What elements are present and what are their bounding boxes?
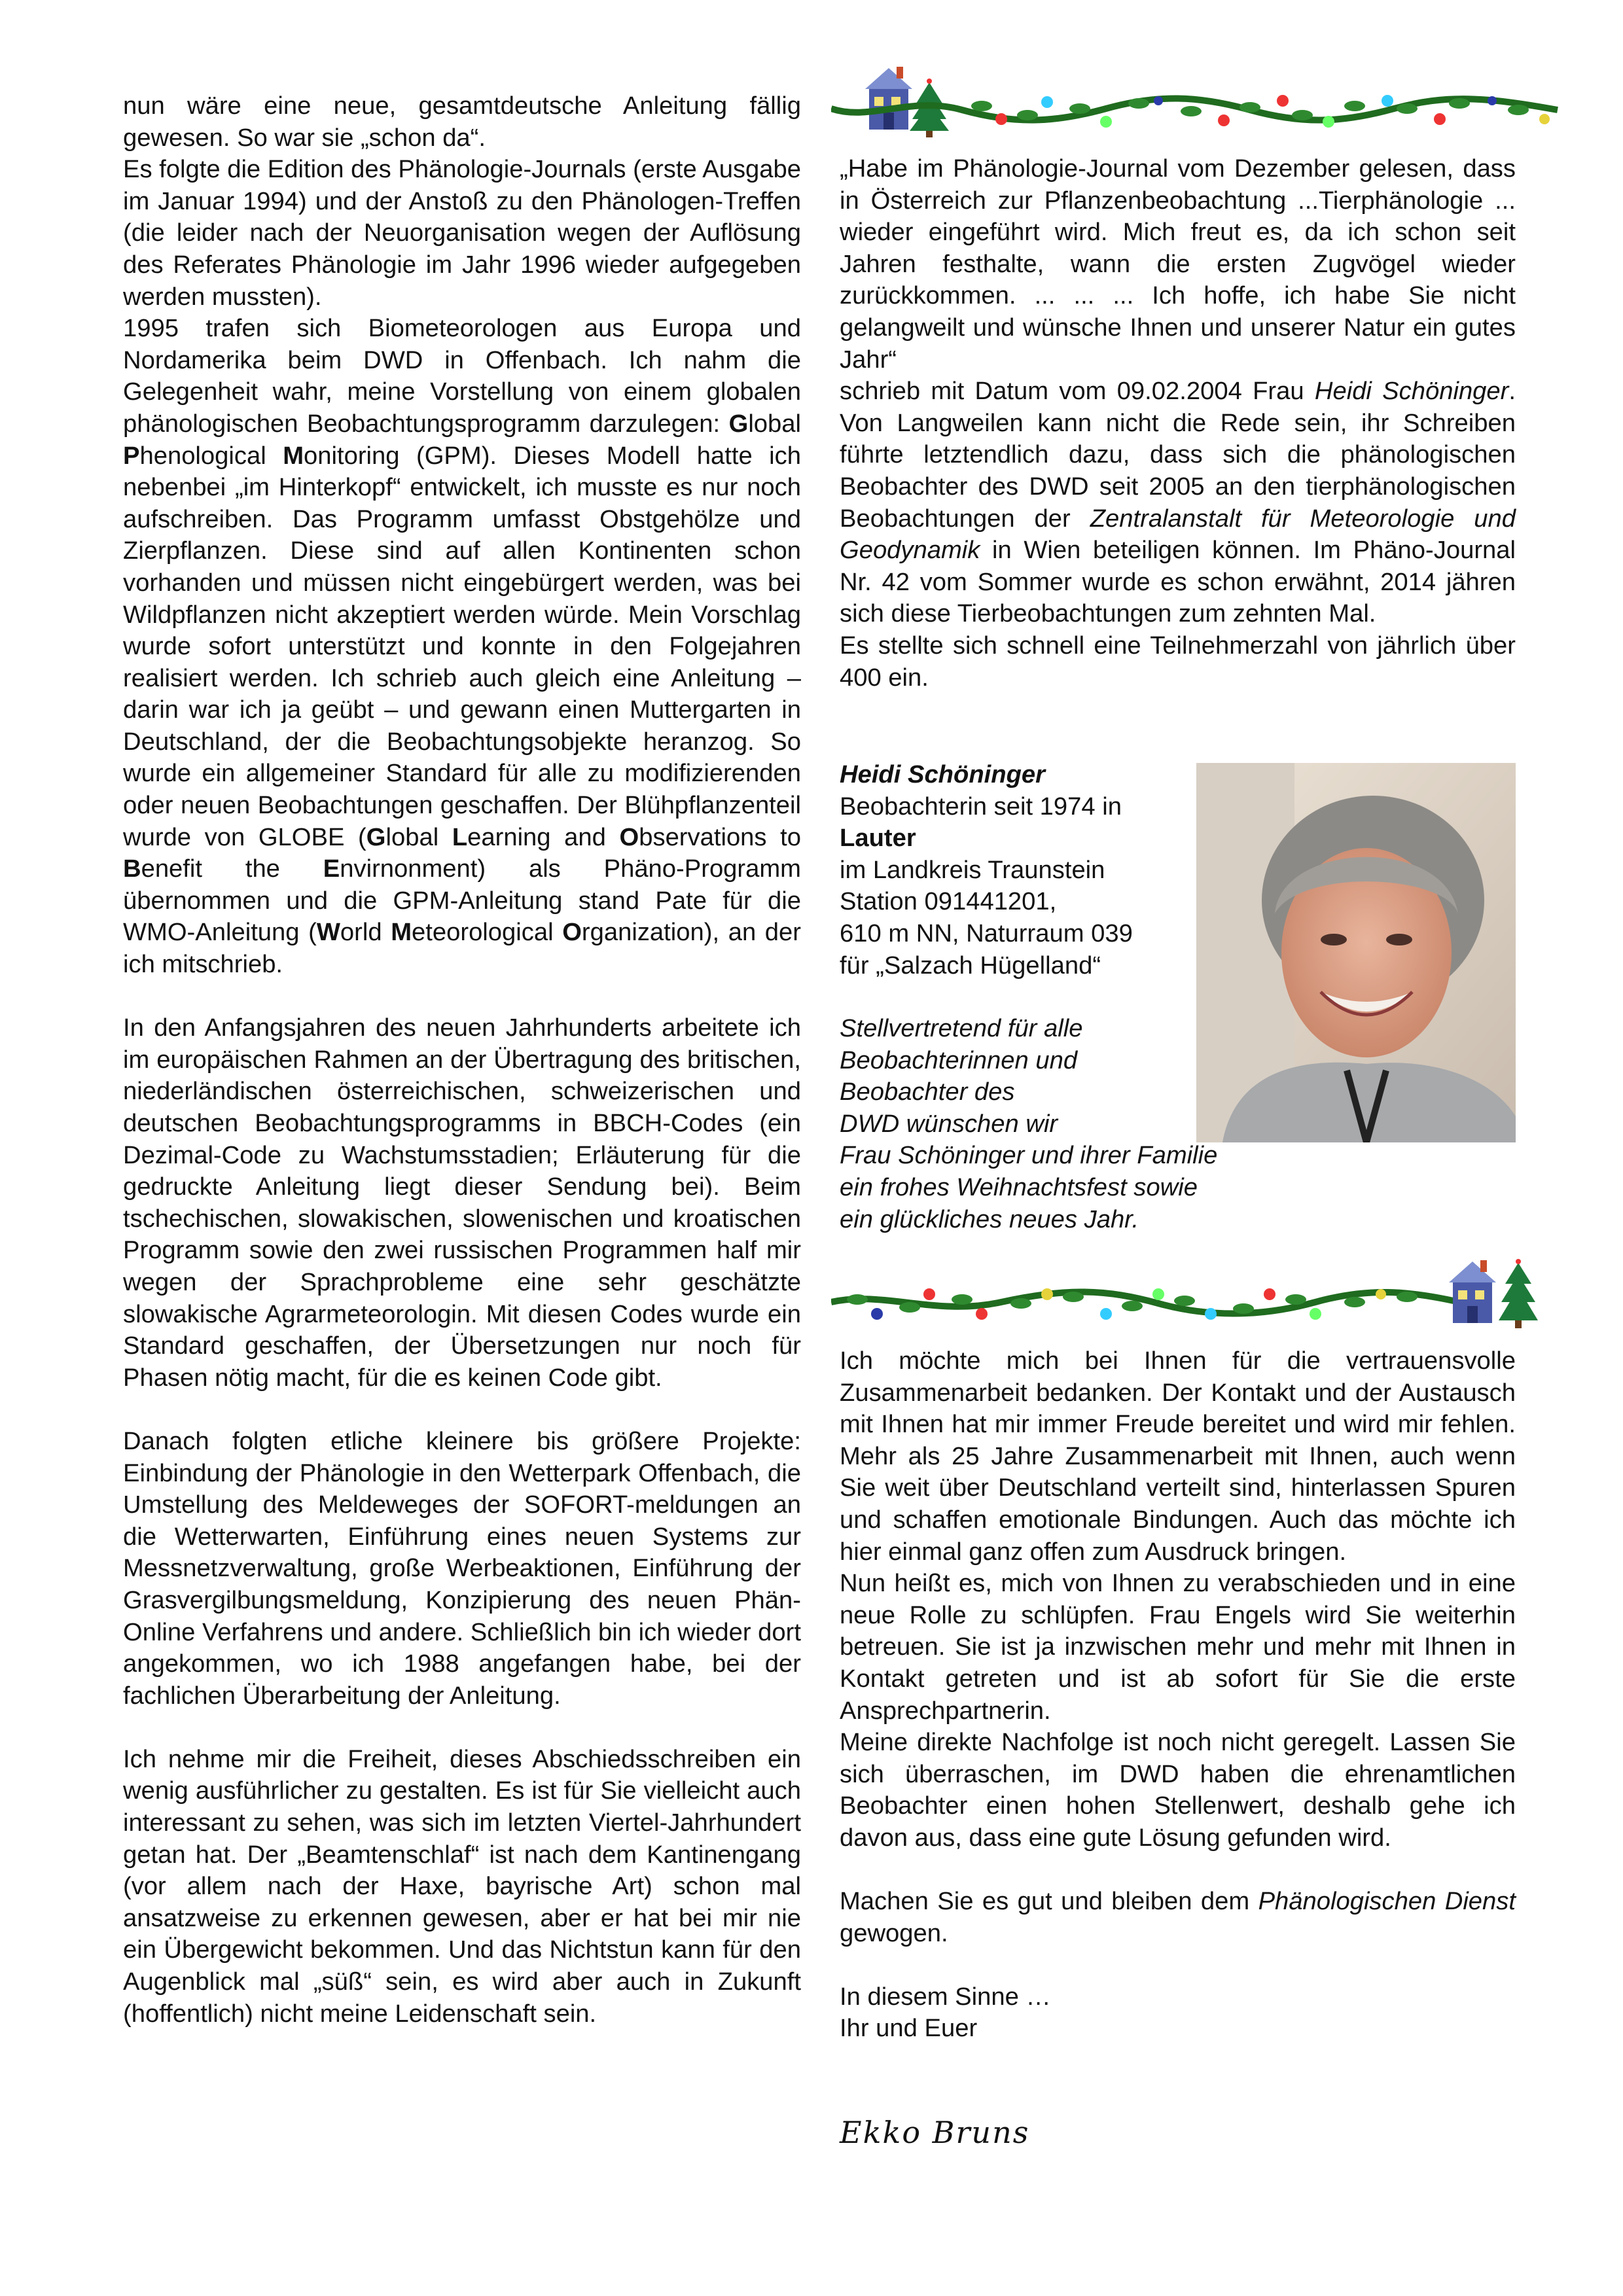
paragraph: Meine direkte Nachfolge ist noch nicht geregelt. Lassen Sie sich überraschen, im DWD haben die ehrenamtlichen Beobachter einen hohen Stellenwert, deshalb gehe ich davon aus, dass eine gute Lösung gefunden wird. bbox=[840, 1728, 1516, 1852]
garland-icon bbox=[831, 63, 1564, 154]
christmas-garland-top bbox=[831, 63, 1564, 154]
paragraph: schrieb mit Datum vom 09.02.2004 Frau Heidi Schöninger. Von Langweilen kann nicht die Rede sein, ihr Schreiben führte letztendlich dazu, dass sich die phänologischen Beobachter des DWD seit 2005 an den tierphänologischen Beobachtungen der Zentralanstalt für Meteorologie und Geodynamik in Wien beteiligen können. Im Phäno-Journal Nr. 42 vom Sommer wurde es schon erwähnt, 2014 jähren sich diese Tierbeobachtungen zum zehnten Mal. bbox=[840, 377, 1516, 628]
paragraph: Ich nehme mir die Freiheit, dieses Abschiedsschreiben ein wenig ausführlicher zu gestalten. Es ist für Sie vielleicht auch interessant zu sehen, was sich im letzten Viertel-Jahrhundert getan hat. Der „Beamtenschlaf“ ist nach dem Kantinengang (vor allem nach der Haxe, bayrische Art) schon mal ansatzweise zu erkennen gewesen, aber er hat bei mir nie ein Übergewicht bekommen. Und das Nichtstun kann für den Augenblick mal „süß“ sein, es wird aber auch in Zukunft (hoffentlich) nicht meine Leidenschaft sein. bbox=[123, 1744, 801, 2028]
tree-icon bbox=[1499, 1259, 1538, 1328]
signature: Ekko Bruns bbox=[840, 2115, 1030, 2150]
closing-line: Ihr und Euer bbox=[840, 2014, 978, 2043]
paragraph: Es folgte die Edition des Phänologie-Journals (erste Ausgabe im Januar 1994) und der Anstoß zu den Phänologen-Treffen (die leider nach der Neuorganisation wegen der Auflösung des Referates Phänologie im Jahr 1996 wieder aufgegeben werden mussten). bbox=[123, 155, 801, 311]
right-column-bottom bbox=[840, 1345, 1516, 2045]
closing-line: In diesem Sinne … bbox=[840, 1982, 1051, 2011]
christmas-garland-bottom bbox=[831, 1256, 1564, 1348]
reader-quote: „Habe im Phänologie-Journal vom Dezember gelesen, dass in Österreich zur Pflanzenbeobachtung ...Tierphänologie ... wieder eingeführt wird. Mich freut es, da ich schon seit Jahren festhalte, wann die ersten Zugvögel wieder zurückkommen. ... ... ... Ich hoffe, ich habe Sie nicht gelangweilt und wünsche Ihnen und unserer Natur ein gutes Jahr“ bbox=[840, 154, 1516, 374]
paragraph: 1995 trafen sich Biometeorologen aus Europa und Nordamerika beim DWD in Offenbach. Ich nahm die Gelegenheit wahr, meine Vorstellung von einem globalen phänologischen Beobachtungsprogramm darzulegen: Global Phenological Monitoring (GPM). Dieses Modell hatte ich nebenbei „im Hinterkopf“ entwickelt, ich musste es nur noch aufschreiben. Das Programm umfasst Obstgehölze und Zierpflanzen. Diese sind auf allen Kontinenten schon vorhanden und müssen nicht eingebürgert werden, was bei Wildpflanzen nicht akzeptiert werden würde. Mein Vorschlag wurde sofort unterstützt und konnte in den Folgejahren realisiert werden. Ich schrieb auch gleich eine Anleitung – darin war ich ja geübt – und gewann einen Muttergarten in Deutschland, der die Beobachtungsobjekte heranzog. So wurde ein allgemeiner Standard für alle zu modifizierenden oder neuen Beobachtungen geschaffen. Der Blühpflanzenteil wurde von GLOBE (Global Learning and Observations to Benefit the Envirnonment) als Phäno-Programm übernommen und die GPM-Anleitung stand Pate für die WMO-Anleitung (World Meteorological Organization), an der ich mitschrieb. bbox=[123, 314, 801, 979]
house-icon bbox=[865, 67, 912, 130]
paragraph: Danach folgten etliche kleinere bis größere Projekte: Einbindung der Phänologie in den Wetterpark Offenbach, die Umstellung des Meldeweges der SOFORT-meldungen an die Wetterwarten, Einführung eines neuen Systems zur Messnetzverwaltung, große Werbeaktionen, Einführung der Grasvergilbungsmeldung, Konzipierung des neuen Phän-Online Verfahrens und andere. Schließlich bin ich wieder dort angekommen, wo ich 1988 angefangen habe, bei der fachlichen Überarbeitung der Anleitung. bbox=[123, 1426, 801, 1710]
observer-profile: Heidi Schöninger Beobachterin seit 1974 in Lauter im Landkreis Traunstein Station 091441201, 610 m NN, Naturraum 039 für „Salzach Hügelland“ bbox=[840, 759, 1193, 981]
paragraph: In den Anfangsjahren des neuen Jahrhunderts arbeitete ich im europäischen Rahmen an der Übertragung des britischen, niederländischen österreichischen, schweizerischen und deutschen Beobachtungsprogramms in BBCH-Codes (ein Dezimal-Code zu Wachstumsstadien; Erläuterung für die gedruckte Anleitung liegt dieser Sendung bei). Beim tschechischen, slowakischen, slowenischen und kroatischen Programm sowie den zwei russischen Programmen half mir wegen der Sprachprobleme eine sehr geschätzte slowakische Agrarmeteorologin. Mit diesen Codes wurde ein Standard geschaffen, der Übersetzungen nur noch für Phasen nötig macht, für die es keinen Code gibt. bbox=[123, 1014, 801, 1392]
paragraph: Nun heißt es, mich von Ihnen zu verabschieden und in eine neue Rolle zu schlüpfen. Frau Engels wird Sie weiterhin betreuen. Sie ist ja inzwischen mehr und mehr mit Ihnen in Kontakt getreten und ist ab sofort für Sie die erste Ansprechpartnerin. bbox=[840, 1569, 1516, 1725]
paragraph: Ich möchte mich bei Ihnen für die vertrauensvolle Zusammenarbeit bedanken. Der Kontakt und der Austausch mit Ihnen hat mir immer Freude bereitet und wird mir fehlen. Mehr als 25 Jahre Zusammenarbeit mit Ihnen, auch wenn Sie weit über Deutschland verteilt sind, hinterlassen Spuren und schaffen emotionale Bindungen. Auch das möchte ich hier einmal ganz offen zum Ausdruck bringen. bbox=[840, 1347, 1516, 1566]
paragraph: Machen Sie es gut und bleiben dem Phänologischen Dienst gewogen. bbox=[840, 1887, 1516, 1947]
christmas-wishes: Stellvertretend für alle Beobachterinnen und Beobachter des DWD wünschen wir Frau Schöninger und ihrer Familie ein frohes Weihnachtsfest sowie ein glückliches neues Jahr. bbox=[840, 1014, 1218, 1233]
observer-name: Heidi Schöninger bbox=[840, 760, 1046, 788]
paragraph: Es stellte sich schnell eine Teilnehmerzahl von jährlich über 400 ein. bbox=[840, 631, 1516, 692]
paragraph: nun wäre eine neue, gesamtdeutsche Anleitung fällig gewesen. So war sie „schon da“. bbox=[123, 92, 801, 152]
observer-place: Lauter bbox=[840, 824, 916, 853]
garland-icon bbox=[831, 1256, 1564, 1348]
house-icon bbox=[1449, 1260, 1496, 1323]
right-column-top bbox=[840, 153, 1516, 694]
left-column bbox=[123, 90, 801, 2030]
